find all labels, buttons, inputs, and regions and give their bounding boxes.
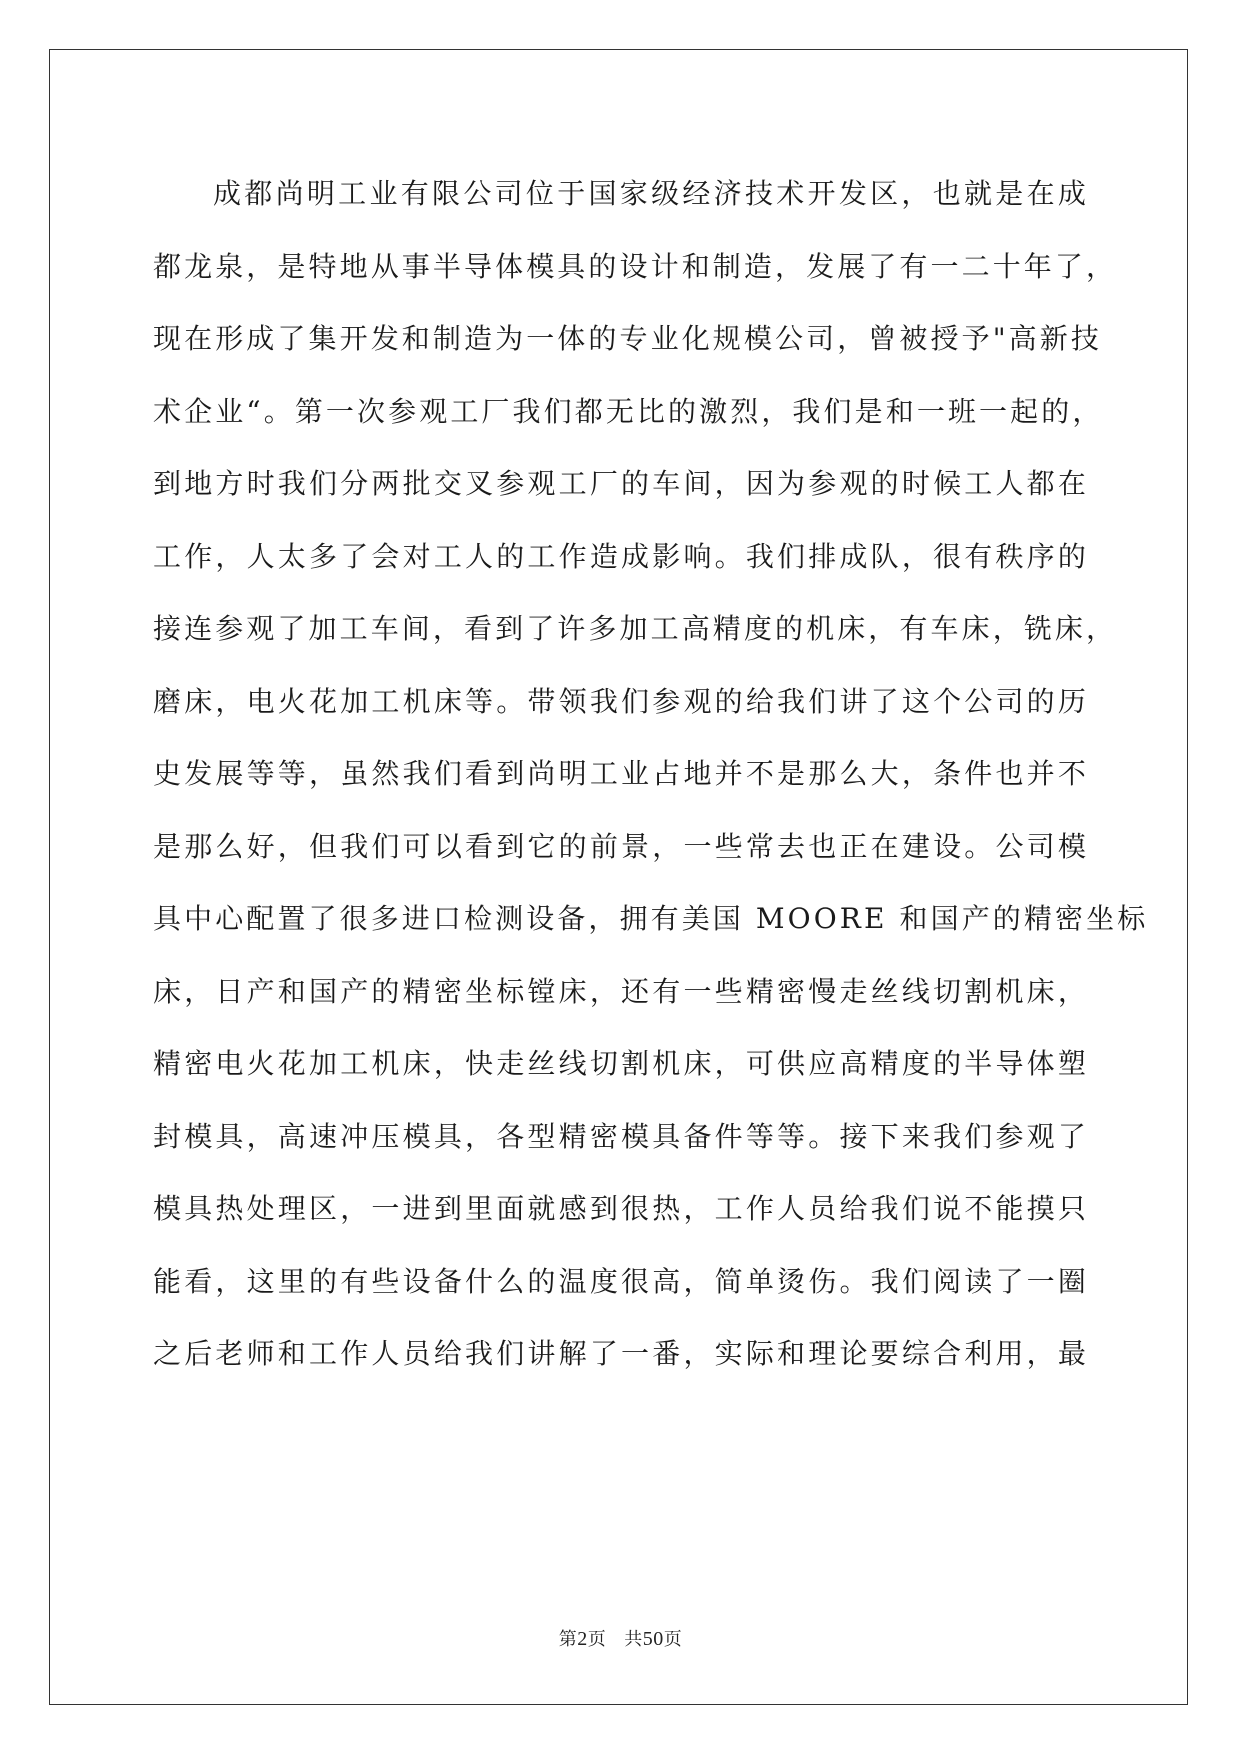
page-footer	[0, 1625, 1241, 1651]
total-prefix: 共	[624, 1629, 643, 1650]
text-line: 都龙泉，是特地从事半导体模具的设计和制造，发展了有一二十年了，	[153, 249, 1118, 283]
text-line: 是那么好，但我们可以看到它的前景，一些常去也正在建设。公司模	[153, 829, 1089, 863]
page-number: 2	[577, 1628, 588, 1650]
text-line: 模具热处理区，一进到里面就感到很热，工作人员给我们说不能摸只	[153, 1192, 1089, 1225]
text-line: 之后老师和工作人员给我们讲解了一番，实际和理论要综合利用，最	[153, 1337, 1089, 1370]
text-line: 磨床，电火花加工机床等。带领我们参观的给我们讲了这个公司的历	[153, 684, 1089, 718]
text-line: 具中心配置了很多进口检测设备，拥有美国 MOORE 和国产的精密坐标	[153, 902, 1149, 935]
text-line: 到地方时我们分两批交叉参观工厂的车间，因为参观的时候工人都在	[153, 467, 1089, 500]
text-line: 成都尚明工业有限公司位于国家级经济技术开发区，也就是在成	[213, 177, 1089, 210]
total-pages: 50	[642, 1628, 664, 1650]
text-line: 床，日产和国产的精密坐标镗床，还有一些精密慢走丝线切割机床，	[153, 974, 1089, 1008]
body-paragraph	[153, 158, 1149, 1391]
total-suffix: 页	[663, 1629, 683, 1650]
page-suffix: 页	[587, 1629, 607, 1650]
text-line: 工作，人太多了会对工人的工作造成影响。我们排成队，很有秩序的	[153, 539, 1089, 573]
text-line: 接连参观了加工车间，看到了许多加工高精度的机床，有车床，铣床，	[153, 612, 1118, 645]
text-line: 现在形成了集开发和制造为一体的专业化规模公司，曾被授予"高新技	[153, 322, 1102, 355]
text-line: 精密电火花加工机床，快走丝线切割机床，可供应高精度的半导体塑	[153, 1047, 1089, 1080]
text-line: 术企业“。第一次参观工厂我们都无比的激烈，我们是和一班一起的，	[153, 394, 1104, 428]
text-line: 能看，这里的有些设备什么的温度很高，简单烫伤。我们阅读了一圈	[153, 1264, 1089, 1298]
text-line: 史发展等等，虽然我们看到尚明工业占地并不是那么大，条件也并不	[153, 757, 1089, 790]
page-prefix: 第	[558, 1629, 578, 1650]
text-line: 封模具，高速冲压模具，各型精密模具备件等等。接下来我们参观了	[153, 1119, 1089, 1153]
